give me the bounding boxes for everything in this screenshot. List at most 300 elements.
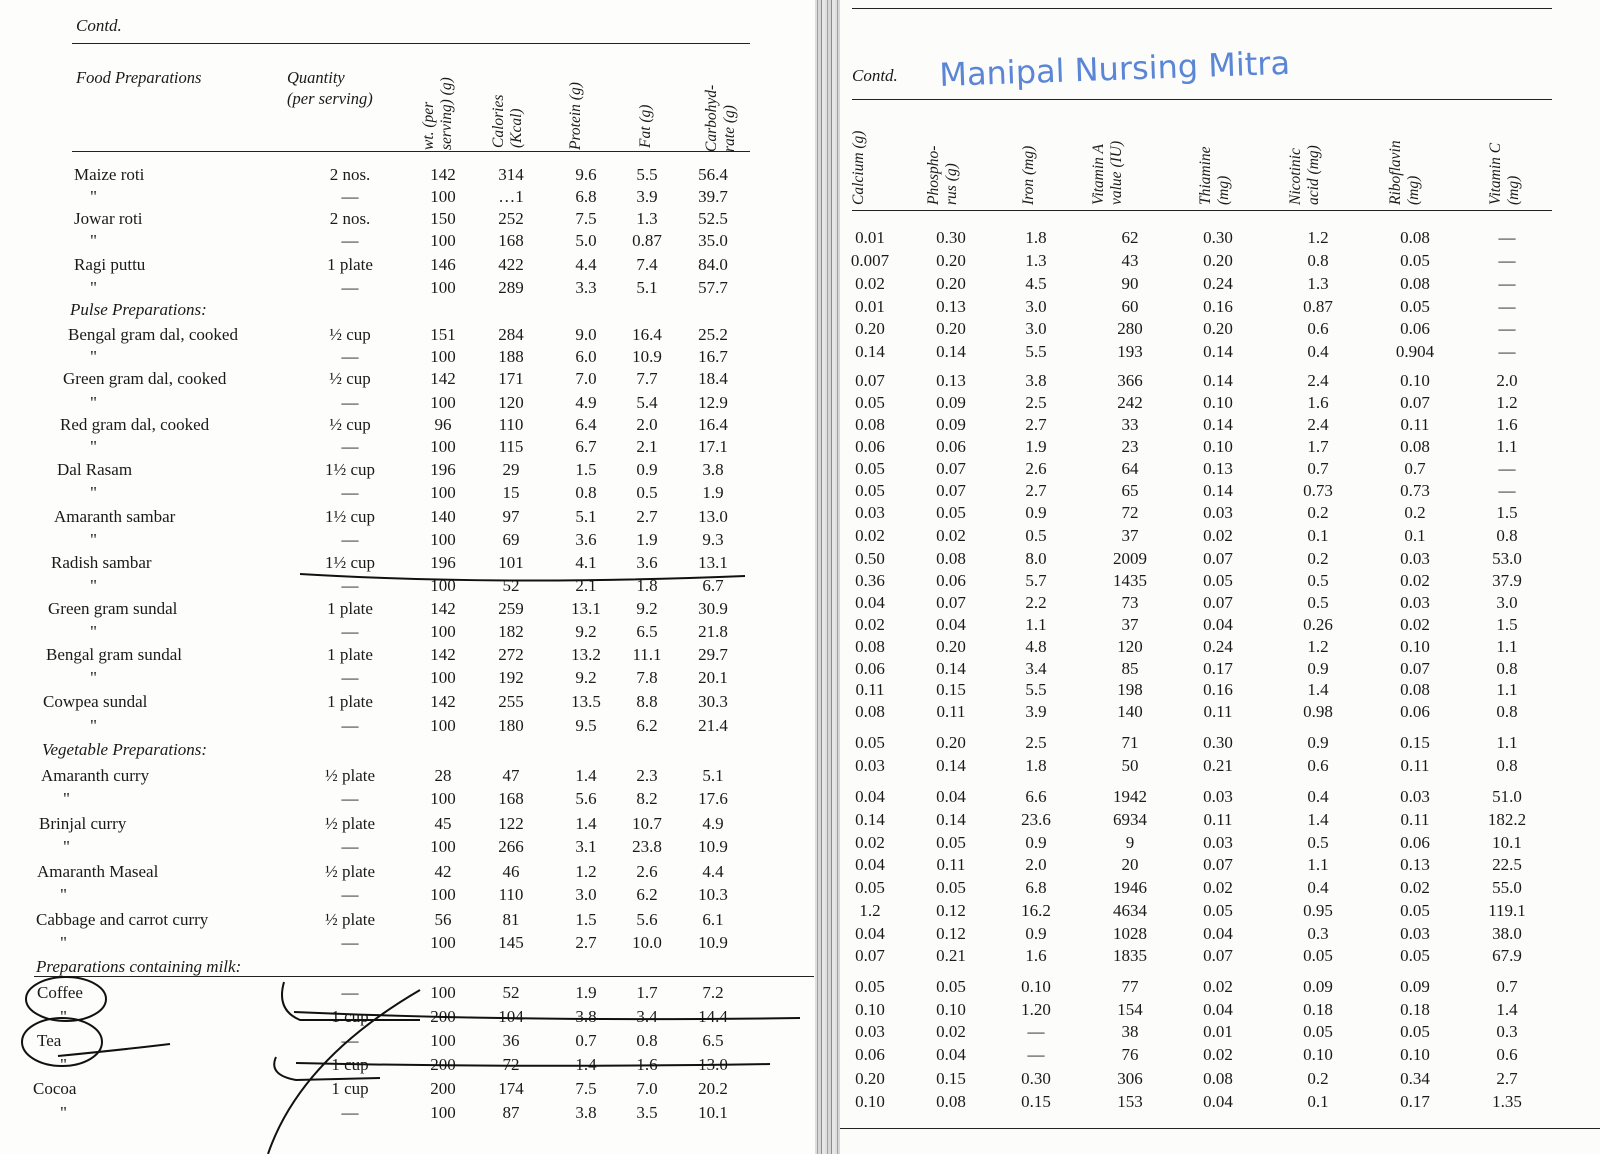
- food-name: Green gram dal, cooked: [63, 369, 227, 388]
- riboflavin-cell: 0.05: [1400, 901, 1430, 920]
- iron-cell: 2.7: [1025, 415, 1047, 434]
- riboflavin-cell: 0.05: [1400, 297, 1430, 316]
- wt-cell: 100: [430, 885, 456, 904]
- iron-cell: 0.9: [1025, 503, 1047, 522]
- calories-cell: 182: [498, 622, 524, 641]
- thiamine-cell: 0.30: [1203, 228, 1233, 247]
- protein-cell: 13.2: [571, 645, 601, 664]
- calcium-cell: 0.03: [855, 1022, 885, 1041]
- fat-cell: 6.2: [636, 716, 658, 735]
- calcium-cell: 0.04: [855, 787, 885, 806]
- nicotinic-cell: 2.4: [1307, 415, 1329, 434]
- iron-cell: 5.5: [1025, 342, 1047, 361]
- vitamin-a-cell: 72: [1121, 503, 1139, 522]
- phosphorus-cell: 0.20: [936, 274, 966, 293]
- header-carbohydrate: Carbohyd- rate (g): [703, 84, 738, 152]
- vitamin-c-cell: 0.3: [1496, 1022, 1518, 1041]
- carb-cell: 10.9: [698, 933, 728, 952]
- nicotinic-cell: 0.98: [1303, 702, 1333, 721]
- contd-label-left: Contd.: [76, 16, 122, 35]
- quantity-cell: —: [341, 789, 359, 808]
- fat-cell: 7.4: [636, 255, 658, 274]
- protein-cell: 9.2: [575, 622, 597, 641]
- phosphorus-cell: 0.08: [936, 1092, 966, 1111]
- wt-cell: 200: [430, 1007, 456, 1026]
- calcium-cell: 0.05: [855, 733, 885, 752]
- calcium-cell: 0.04: [855, 924, 885, 943]
- food-name: ": [90, 347, 97, 366]
- quantity-cell: —: [341, 231, 359, 250]
- section-pulse: Pulse Preparations:: [70, 300, 207, 319]
- carb-cell: 17.6: [698, 789, 728, 808]
- iron-cell: 2.6: [1025, 459, 1047, 478]
- fat-cell: 3.5: [636, 1103, 658, 1122]
- calories-cell: 252: [498, 209, 524, 228]
- underline-tea: [58, 1044, 170, 1056]
- quantity-cell: 1 plate: [327, 645, 373, 664]
- quantity-cell: —: [341, 576, 359, 595]
- thiamine-cell: 0.05: [1203, 901, 1233, 920]
- calcium-cell: 0.06: [855, 659, 885, 678]
- fat-cell: 10.0: [632, 933, 662, 952]
- nicotinic-cell: 0.5: [1307, 571, 1329, 590]
- quantity-cell: —: [341, 668, 359, 687]
- iron-cell: 6.8: [1025, 878, 1047, 897]
- vitamin-a-cell: 4634: [1113, 901, 1147, 920]
- wt-cell: 196: [430, 553, 456, 572]
- carb-cell: 7.2: [702, 983, 724, 1002]
- fat-cell: 9.2: [636, 599, 658, 618]
- quantity-cell: ½ cup: [329, 325, 371, 344]
- vitamin-c-cell: —: [1498, 251, 1516, 270]
- vitamin-c-cell: 1.35: [1492, 1092, 1522, 1111]
- fat-cell: 2.6: [636, 862, 658, 881]
- carb-cell: 17.1: [698, 437, 728, 456]
- calcium-cell: 0.11: [855, 680, 885, 699]
- food-name: ": [60, 1007, 67, 1026]
- iron-cell: 16.2: [1021, 901, 1051, 920]
- fat-cell: 6.5: [636, 622, 658, 641]
- food-name: Ragi puttu: [74, 255, 146, 274]
- calories-cell: 171: [498, 369, 524, 388]
- wt-cell: 142: [430, 369, 456, 388]
- calories-cell: 110: [498, 885, 524, 904]
- food-name: Amaranth curry: [41, 766, 150, 785]
- nicotinic-cell: 0.10: [1303, 1045, 1333, 1064]
- iron-cell: 23.6: [1021, 810, 1051, 829]
- nicotinic-cell: 1.4: [1307, 680, 1329, 699]
- thiamine-cell: 0.24: [1203, 637, 1233, 656]
- quantity-cell: 2 nos.: [329, 209, 371, 228]
- vitamin-a-cell: 23: [1121, 437, 1139, 456]
- section-milk: Preparations containing milk:: [36, 957, 242, 976]
- wt-cell: 200: [430, 1055, 456, 1074]
- fat-cell: 8.8: [636, 692, 658, 711]
- thiamine-cell: 0.04: [1203, 924, 1233, 943]
- vitamin-a-cell: 85: [1121, 659, 1139, 678]
- iron-cell: 5.7: [1025, 571, 1047, 590]
- phosphorus-cell: 0.06: [936, 571, 966, 590]
- quantity-cell: —: [341, 187, 359, 206]
- carb-cell: 21.4: [698, 716, 728, 735]
- phosphorus-cell: 0.13: [936, 297, 966, 316]
- calories-cell: 120: [498, 393, 524, 412]
- fat-cell: 10.9: [632, 347, 662, 366]
- carb-cell: 9.3: [702, 530, 724, 549]
- nicotinic-cell: 0.05: [1303, 1022, 1333, 1041]
- right-header-5: Nicotinic acid (mg): [1287, 145, 1322, 205]
- calories-cell: 192: [498, 668, 524, 687]
- vitamin-c-cell: 1.1: [1496, 437, 1518, 456]
- vitamin-c-cell: —: [1498, 297, 1516, 316]
- food-name: Amaranth sambar: [54, 507, 176, 526]
- phosphorus-cell: 0.20: [936, 319, 966, 338]
- phosphorus-cell: 0.14: [936, 810, 966, 829]
- protein-cell: 7.5: [575, 209, 597, 228]
- calories-cell: 69: [502, 530, 520, 549]
- riboflavin-cell: 0.06: [1400, 319, 1430, 338]
- vitamin-c-cell: 0.7: [1496, 977, 1518, 996]
- protein-cell: 6.4: [575, 415, 597, 434]
- protein-cell: 4.4: [575, 255, 597, 274]
- wt-cell: 100: [430, 1103, 456, 1122]
- food-name: ": [60, 885, 67, 904]
- phosphorus-cell: 0.09: [936, 393, 966, 412]
- calories-cell: 122: [498, 814, 524, 833]
- calcium-cell: 0.08: [855, 637, 885, 656]
- vitamin-c-cell: —: [1498, 481, 1516, 500]
- phosphorus-cell: 0.08: [936, 549, 966, 568]
- thiamine-cell: 0.04: [1203, 1092, 1233, 1111]
- fat-cell: 2.0: [636, 415, 658, 434]
- phosphorus-cell: 0.14: [936, 342, 966, 361]
- vitamin-a-cell: 60: [1121, 297, 1139, 316]
- calories-cell: 289: [498, 278, 524, 297]
- quantity-cell: —: [341, 983, 359, 1002]
- phosphorus-cell: 0.05: [936, 977, 966, 996]
- right-header-6: Riboflavin (mg): [1387, 140, 1422, 205]
- nicotinic-cell: 0.2: [1307, 549, 1329, 568]
- right-header-3: Vitamin A value (IU): [1090, 140, 1125, 205]
- food-name: Cocoa: [33, 1079, 77, 1098]
- iron-cell: —: [1027, 1045, 1045, 1064]
- wt-cell: 100: [430, 231, 456, 250]
- fat-cell: 2.1: [636, 437, 658, 456]
- vitamin-a-cell: 280: [1117, 319, 1143, 338]
- iron-cell: 5.5: [1025, 680, 1047, 699]
- phosphorus-cell: 0.12: [936, 901, 966, 920]
- fat-cell: 1.7: [636, 983, 658, 1002]
- vitamin-c-cell: 1.5: [1496, 615, 1518, 634]
- riboflavin-cell: 0.11: [1400, 756, 1430, 775]
- fat-cell: 7.7: [636, 369, 658, 388]
- riboflavin-cell: 0.05: [1400, 1022, 1430, 1041]
- vitamin-c-cell: 0.8: [1496, 702, 1518, 721]
- food-name: ": [90, 668, 97, 687]
- carb-cell: 30.3: [698, 692, 728, 711]
- food-name: ": [90, 576, 97, 595]
- phosphorus-cell: 0.07: [936, 481, 966, 500]
- phosphorus-cell: 0.12: [936, 924, 966, 943]
- calories-cell: 101: [498, 553, 524, 572]
- nicotinic-cell: 1.3: [1307, 274, 1329, 293]
- vitamin-a-cell: 1946: [1113, 878, 1147, 897]
- phosphorus-cell: 0.04: [936, 1045, 966, 1064]
- iron-cell: 1.8: [1025, 228, 1047, 247]
- thiamine-cell: 0.08: [1203, 1069, 1233, 1088]
- riboflavin-cell: 0.11: [1400, 810, 1430, 829]
- thiamine-cell: 0.02: [1203, 878, 1233, 897]
- calcium-cell: 0.04: [855, 855, 885, 874]
- quantity-cell: 1 cup: [331, 1007, 369, 1026]
- food-name: ": [90, 187, 97, 206]
- calcium-cell: 0.14: [855, 342, 885, 361]
- nicotinic-cell: 0.9: [1307, 659, 1329, 678]
- vitamin-a-cell: 1942: [1113, 787, 1147, 806]
- wt-cell: 100: [430, 278, 456, 297]
- thiamine-cell: 0.17: [1203, 659, 1233, 678]
- riboflavin-cell: 0.7: [1404, 459, 1426, 478]
- quantity-cell: —: [341, 716, 359, 735]
- nicotinic-cell: 1.7: [1307, 437, 1329, 456]
- vitamin-a-cell: 140: [1117, 702, 1143, 721]
- nicotinic-cell: 0.09: [1303, 977, 1333, 996]
- circle-coffee: [26, 977, 106, 1021]
- riboflavin-cell: 0.10: [1400, 637, 1430, 656]
- protein-cell: 4.1: [575, 553, 597, 572]
- nicotinic-cell: 0.9: [1307, 733, 1329, 752]
- iron-cell: 6.6: [1025, 787, 1047, 806]
- vitamin-a-cell: 9: [1125, 833, 1135, 852]
- thiamine-cell: 0.07: [1203, 855, 1233, 874]
- calories-cell: 422: [498, 255, 524, 274]
- vitamin-a-cell: 154: [1117, 1000, 1143, 1019]
- calcium-cell: 0.06: [855, 1045, 885, 1064]
- food-name: Cabbage and carrot curry: [36, 910, 209, 929]
- vitamin-a-cell: 43: [1121, 251, 1139, 270]
- quantity-cell: 1½ cup: [324, 460, 376, 479]
- nicotinic-cell: 0.6: [1307, 319, 1329, 338]
- calcium-cell: 0.06: [855, 437, 885, 456]
- wt-cell: 142: [430, 645, 456, 664]
- nicotinic-cell: 0.1: [1307, 1092, 1329, 1111]
- nicotinic-cell: 0.5: [1307, 833, 1329, 852]
- vitamin-a-cell: 1835: [1113, 946, 1147, 965]
- iron-cell: 3.0: [1025, 297, 1047, 316]
- right-header-2: Iron (mg): [1020, 145, 1037, 205]
- nicotinic-cell: 1.1: [1307, 855, 1329, 874]
- carb-cell: 35.0: [698, 231, 728, 250]
- vitamin-c-cell: —: [1498, 342, 1516, 361]
- fat-cell: 1.8: [636, 576, 658, 595]
- nicotinic-cell: 0.73: [1303, 481, 1333, 500]
- vitamin-c-cell: 1.5: [1496, 503, 1518, 522]
- fat-cell: 11.1: [632, 645, 662, 664]
- wt-cell: 100: [430, 983, 456, 1002]
- vitamin-c-cell: —: [1498, 459, 1516, 478]
- phosphorus-cell: 0.06: [936, 437, 966, 456]
- thiamine-cell: 0.10: [1203, 393, 1233, 412]
- header-calories: Calories (Kcal): [490, 94, 525, 148]
- protein-cell: 3.3: [575, 278, 597, 297]
- riboflavin-cell: 0.08: [1400, 274, 1430, 293]
- phosphorus-cell: 0.14: [936, 756, 966, 775]
- thiamine-cell: 0.01: [1203, 1022, 1233, 1041]
- vitamin-a-cell: 73: [1121, 593, 1139, 612]
- vitamin-c-cell: 38.0: [1492, 924, 1522, 943]
- calories-cell: 52: [502, 576, 520, 595]
- fat-cell: 5.5: [636, 165, 658, 184]
- iron-cell: 0.30: [1021, 1069, 1051, 1088]
- nicotinic-cell: 0.2: [1307, 1069, 1329, 1088]
- quantity-cell: —: [341, 885, 359, 904]
- quantity-cell: 1 cup: [331, 1079, 369, 1098]
- riboflavin-cell: 0.03: [1400, 549, 1430, 568]
- wt-cell: 96: [434, 415, 452, 434]
- quantity-cell: —: [341, 278, 359, 297]
- fat-cell: 5.6: [636, 910, 658, 929]
- phosphorus-cell: 0.20: [936, 637, 966, 656]
- vitamin-a-cell: 38: [1121, 1022, 1139, 1041]
- quantity-cell: 1½ cup: [324, 553, 376, 572]
- fat-cell: 1.3: [636, 209, 658, 228]
- fat-cell: 16.4: [632, 325, 662, 344]
- calcium-cell: 0.05: [855, 393, 885, 412]
- riboflavin-cell: 0.73: [1400, 481, 1430, 500]
- thiamine-cell: 0.03: [1203, 503, 1233, 522]
- calories-cell: 272: [498, 645, 524, 664]
- fat-cell: 5.4: [636, 393, 658, 412]
- calories-cell: 314: [498, 165, 524, 184]
- food-name: ": [90, 278, 97, 297]
- quantity-cell: 1½ cup: [324, 507, 376, 526]
- strike-tea: [296, 1063, 770, 1066]
- fat-cell: 7.8: [636, 668, 658, 687]
- carb-cell: 10.1: [698, 1103, 728, 1122]
- phosphorus-cell: 0.11: [936, 855, 966, 874]
- wt-cell: 28: [434, 766, 452, 785]
- quantity-cell: —: [341, 622, 359, 641]
- calcium-cell: 0.05: [855, 481, 885, 500]
- riboflavin-cell: 0.02: [1400, 615, 1430, 634]
- quantity-cell: —: [341, 933, 359, 952]
- wt-cell: 100: [430, 483, 456, 502]
- vitamin-a-cell: 306: [1117, 1069, 1143, 1088]
- calories-cell: 87: [502, 1103, 520, 1122]
- protein-cell: 1.2: [575, 862, 597, 881]
- iron-cell: 2.0: [1025, 855, 1047, 874]
- quantity-cell: —: [341, 1031, 359, 1050]
- carb-cell: 13.1: [698, 553, 728, 572]
- vitamin-c-cell: 53.0: [1492, 549, 1522, 568]
- iron-cell: 2.5: [1025, 733, 1047, 752]
- nicotinic-cell: 0.4: [1307, 342, 1329, 361]
- vitamin-c-cell: 51.0: [1492, 787, 1522, 806]
- vitamin-a-cell: 62: [1121, 228, 1139, 247]
- calcium-cell: 0.20: [855, 319, 885, 338]
- calories-cell: 284: [498, 325, 524, 344]
- protein-cell: 2.7: [575, 933, 597, 952]
- vitamin-a-cell: 198: [1117, 680, 1143, 699]
- carb-cell: 6.5: [702, 1031, 724, 1050]
- food-name: Red gram dal, cooked: [60, 415, 210, 434]
- thiamine-cell: 0.04: [1203, 615, 1233, 634]
- vitamin-c-cell: —: [1498, 319, 1516, 338]
- calcium-cell: 0.36: [855, 571, 885, 590]
- protein-cell: 0.8: [575, 483, 597, 502]
- contd-label-right: Contd.: [852, 66, 898, 85]
- vitamin-c-cell: 10.1: [1492, 833, 1522, 852]
- iron-cell: 0.5: [1025, 526, 1047, 545]
- fat-cell: 3.9: [636, 187, 658, 206]
- calories-cell: 145: [498, 933, 524, 952]
- riboflavin-cell: 0.08: [1400, 437, 1430, 456]
- carb-cell: 14.4: [698, 1007, 728, 1026]
- nicotinic-cell: 1.6: [1307, 393, 1329, 412]
- food-name: Green gram sundal: [48, 599, 178, 618]
- calcium-cell: 0.03: [855, 756, 885, 775]
- food-name: Bengal gram sundal: [46, 645, 182, 664]
- nicotinic-cell: 1.2: [1307, 228, 1329, 247]
- iron-cell: 3.0: [1025, 319, 1047, 338]
- vitamin-c-cell: 2.0: [1496, 371, 1518, 390]
- protein-cell: 13.5: [571, 692, 601, 711]
- wt-cell: 142: [430, 599, 456, 618]
- vitamin-a-cell: 76: [1121, 1045, 1139, 1064]
- vitamin-c-cell: 0.8: [1496, 756, 1518, 775]
- vitamin-c-cell: 22.5: [1492, 855, 1522, 874]
- protein-cell: 1.5: [575, 910, 597, 929]
- vitamin-a-cell: 65: [1121, 481, 1139, 500]
- food-name: ": [90, 622, 97, 641]
- header-fat: Fat (g): [637, 104, 654, 148]
- iron-cell: 0.10: [1021, 977, 1051, 996]
- protein-cell: 9.5: [575, 716, 597, 735]
- riboflavin-cell: 0.03: [1400, 787, 1430, 806]
- carb-cell: 29.7: [698, 645, 728, 664]
- riboflavin-cell: 0.904: [1395, 342, 1435, 361]
- quantity-cell: —: [341, 347, 359, 366]
- thiamine-cell: 0.03: [1203, 833, 1233, 852]
- protein-cell: 3.8: [575, 1007, 597, 1026]
- carb-cell: 1.9: [702, 483, 724, 502]
- protein-cell: 3.8: [575, 1103, 597, 1122]
- fat-cell: 0.9: [636, 460, 658, 479]
- calcium-cell: 0.05: [855, 878, 885, 897]
- iron-cell: 3.9: [1025, 702, 1047, 721]
- carb-cell: 3.8: [702, 460, 724, 479]
- phosphorus-cell: 0.02: [936, 526, 966, 545]
- fat-cell: 2.3: [636, 766, 658, 785]
- quantity-cell: ½ plate: [324, 766, 376, 785]
- quantity-cell: ½ cup: [329, 369, 371, 388]
- calories-cell: 259: [498, 599, 524, 618]
- fat-cell: 0.8: [636, 1031, 658, 1050]
- riboflavin-cell: 0.08: [1400, 228, 1430, 247]
- iron-cell: 3.4: [1025, 659, 1047, 678]
- thiamine-cell: 0.11: [1203, 702, 1233, 721]
- calories-cell: 168: [498, 231, 524, 250]
- nicotinic-cell: 2.4: [1307, 371, 1329, 390]
- thiamine-cell: 0.16: [1203, 680, 1233, 699]
- fat-cell: 23.8: [632, 837, 662, 856]
- protein-cell: 1.4: [575, 766, 597, 785]
- calories-cell: 36: [502, 1031, 520, 1050]
- vitamin-a-cell: 64: [1121, 459, 1139, 478]
- quantity-cell: ½ plate: [324, 814, 376, 833]
- fat-cell: 3.4: [636, 1007, 658, 1026]
- phosphorus-cell: 0.07: [936, 593, 966, 612]
